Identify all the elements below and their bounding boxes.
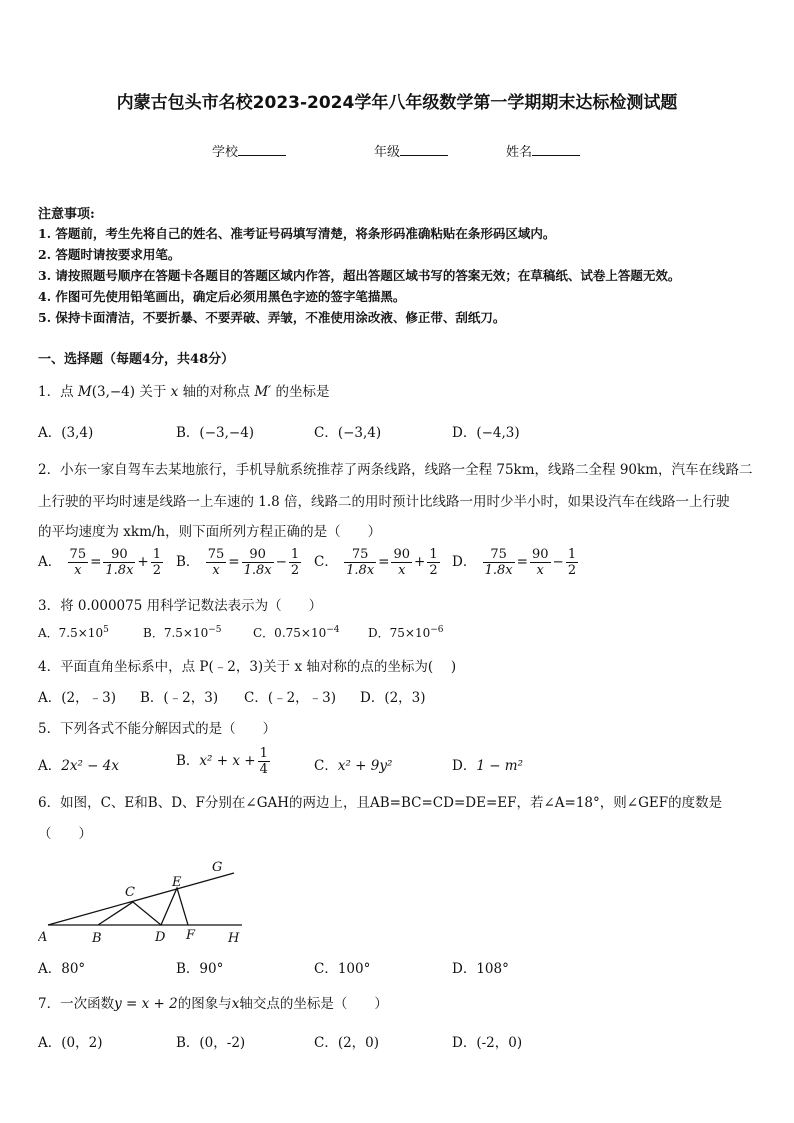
numerator: 1	[429, 547, 438, 562]
q1-option-d[interactable]	[452, 421, 520, 441]
q4-option-d[interactable]: D．(2，3)	[360, 690, 426, 706]
option-letter: C．	[314, 758, 338, 774]
q1-post: 的坐标是	[275, 384, 330, 400]
denominator: 1.8x	[105, 563, 134, 578]
school-label: 学校	[212, 145, 239, 160]
note-item: 4. 作图可先使用铅笔画出，确定后必须用黑色字迹的签字笔描黑。	[38, 289, 406, 304]
q6-option-a[interactable]: A．80°	[38, 961, 86, 977]
q3-option-a[interactable]	[38, 624, 109, 641]
q6-option-b[interactable]: B．90°	[176, 961, 224, 977]
fraction	[242, 547, 274, 578]
note-item: 5. 保持卡面清洁，不要折暴、不要弄破、弄皱，不准使用涂改液、修正带、刮纸刀。	[38, 310, 506, 325]
q1-x: x	[170, 384, 179, 400]
grade-field	[374, 141, 448, 160]
option-letter: D．	[452, 554, 477, 570]
numerator: 1	[567, 547, 577, 562]
fraction	[427, 547, 439, 578]
numerator: 1	[152, 547, 162, 562]
q7-x: x	[231, 996, 240, 1012]
q2-option-b[interactable]	[176, 547, 303, 578]
grade-blank	[400, 143, 448, 156]
segment-chain	[98, 888, 188, 925]
equals-sign: =	[228, 554, 240, 570]
question-7	[38, 992, 388, 1012]
q2-option-a[interactable]	[38, 547, 165, 578]
fraction	[258, 746, 270, 777]
fraction	[206, 547, 227, 578]
notes-heading: 注意事项:	[38, 207, 95, 222]
exponent: 5	[103, 625, 109, 635]
note-item: 2. 答题时请按要求用笔。	[38, 247, 181, 262]
q4-option-a[interactable]: A．(2，﹣3)	[38, 690, 116, 706]
q1-point-m: M	[77, 384, 92, 400]
denominator: 2	[567, 563, 577, 578]
question-2-line3: 的平均速度为 xkm/h，则下面所列方程正确的是（ ）	[38, 524, 382, 540]
denominator: 1.8x	[484, 563, 513, 578]
option-value: x² + 9y²	[337, 758, 393, 774]
option-letter: A．	[38, 425, 62, 441]
q7-post2: 轴交点的坐标是（ ）	[239, 996, 388, 1012]
q1-option-c[interactable]	[314, 421, 381, 441]
option-value: 1 − m²	[476, 758, 524, 774]
denominator: 4	[259, 762, 268, 777]
q7-equation: y = x + 2	[114, 996, 178, 1012]
option-letter: B．	[176, 425, 200, 441]
page-title: 内蒙古包头市名校2023-2024学年八年级数学第一学期期末达标检测试题	[116, 93, 678, 113]
equals-sign: =	[516, 554, 528, 570]
fraction	[483, 547, 515, 578]
fraction	[103, 547, 135, 578]
label-d: D	[155, 930, 166, 945]
option-value: (−3,−4)	[199, 425, 255, 441]
q7-option-b[interactable]: B．(0，-2)	[176, 1035, 246, 1051]
q7-post: 的图象与	[177, 996, 232, 1012]
plus-sign: +	[137, 554, 149, 570]
option-value: 2x² − 4x	[61, 758, 119, 774]
denominator: 1.8x	[346, 563, 375, 578]
fraction	[151, 547, 163, 578]
question-1	[38, 380, 330, 400]
option-letter: A．	[38, 758, 62, 774]
q6-option-d[interactable]: D．108°	[452, 961, 509, 977]
question-5: 5．下列各式不能分解因式的是（ ）	[38, 721, 277, 737]
exponent: −5	[208, 625, 222, 635]
equals-sign: =	[90, 554, 102, 570]
question-6-line2: （ ）	[38, 826, 92, 842]
numerator: 75	[344, 547, 376, 563]
label-g: G	[212, 860, 223, 875]
label-h: H	[228, 931, 240, 946]
option-letter: A．	[38, 554, 62, 570]
note-item: 3. 请按照题号顺序在答题卡各题目的答题区域内作答，超出答题区域书写的答案无效；在草稿纸、试卷上答题无效。	[38, 268, 681, 283]
option-value: (3,4)	[61, 425, 94, 441]
q1-mid2: 轴的对称点	[182, 384, 251, 400]
question-6-line1: 6．如图，C、E和B、D、F分别在∠GAH的两边上，且AB=BC=CD=DE=EF，若∠A=18°，则∠GEF的度数是	[38, 795, 723, 811]
minus-sign: −	[552, 554, 564, 570]
option-value: (−4,3)	[476, 425, 520, 441]
q7-option-c[interactable]: C．(2，0)	[314, 1035, 380, 1051]
angle-figure	[38, 855, 258, 947]
numerator: 1	[290, 547, 300, 562]
fraction	[566, 547, 578, 578]
fraction	[68, 547, 89, 578]
numerator: 75	[483, 547, 515, 563]
label-f: F	[186, 928, 196, 943]
numerator: 90	[103, 547, 135, 563]
q6-option-c[interactable]: C．100°	[314, 961, 371, 977]
fraction	[289, 547, 301, 578]
q7-pre: 7．一次函数	[38, 996, 115, 1012]
q5-option-d[interactable]	[452, 754, 523, 774]
option-letter: D．	[452, 425, 477, 441]
fraction	[530, 547, 551, 578]
q5-option-c[interactable]	[314, 754, 392, 774]
q3-option-b[interactable]	[143, 624, 222, 641]
section-heading: 一、选择题（每题4分，共48分）	[38, 352, 235, 367]
q5-option-b[interactable]	[176, 746, 272, 777]
option-letter: D．	[452, 758, 477, 774]
plus-sign: +	[414, 554, 426, 570]
option-letter: B．	[176, 554, 200, 570]
q5-option-a[interactable]	[38, 754, 119, 774]
option-letter: B．	[176, 753, 200, 769]
q3-option-c[interactable]	[253, 624, 340, 641]
q7-option-d[interactable]: D．(-2，0)	[452, 1035, 523, 1051]
q4-option-b[interactable]: B．(﹣2，3)	[140, 690, 219, 706]
school-field	[212, 141, 286, 160]
denominator: x	[398, 563, 406, 578]
option-value: C．0.75×10	[253, 626, 327, 640]
option-value: (−3,4)	[337, 425, 382, 441]
q4-option-c[interactable]: C．(﹣2，﹣3)	[244, 690, 337, 706]
denominator: 1.8x	[243, 563, 272, 578]
q2-option-d[interactable]	[452, 547, 580, 578]
option-value: x² + x +	[199, 753, 256, 769]
numerator: 75	[69, 547, 87, 562]
option-value: A．7.5×10	[38, 626, 104, 640]
option-letter: C．	[314, 554, 338, 570]
name-label: 姓名	[506, 145, 533, 160]
numerator: 90	[393, 547, 411, 562]
question-4: 4．平面直角坐标系中，点 P(﹣2，3)关于 x 轴对称的点的坐标为( )	[38, 659, 457, 675]
q2-option-c[interactable]	[314, 547, 442, 578]
question-3: 3．将 0.000075 用科学记数法表示为（ ）	[38, 598, 323, 614]
option-value: B．7.5×10	[143, 626, 209, 640]
numerator: 90	[531, 547, 549, 562]
q1-mid: 关于	[139, 384, 167, 400]
label-b: B	[92, 931, 102, 946]
denominator: x	[536, 563, 544, 578]
ray-ag	[48, 873, 234, 925]
name-blank	[532, 143, 580, 156]
school-blank	[238, 143, 286, 156]
label-c: C	[125, 885, 135, 900]
q1-option-a[interactable]	[38, 421, 93, 441]
note-item: 1. 答题前，考生先将自己的姓名、准考证号码填写清楚，将条形码准确粘贴在条形码区域内。	[38, 226, 556, 241]
name-field	[506, 141, 580, 160]
denominator: x	[212, 563, 220, 578]
fraction	[391, 547, 412, 578]
numerator: 75	[207, 547, 225, 562]
grade-label: 年级	[374, 145, 401, 160]
option-value: D．75×10	[368, 626, 431, 640]
q1-pre: 1．点	[38, 384, 74, 400]
option-letter: C．	[314, 425, 338, 441]
numerator: 90	[242, 547, 274, 563]
q1-option-b[interactable]	[176, 421, 254, 441]
denominator: 2	[152, 563, 162, 578]
fraction	[344, 547, 376, 578]
q1-point-mp: M′	[254, 384, 272, 400]
numerator: 1	[259, 746, 268, 761]
question-2-line2: 上行驶的平均时速是线路一上车速的 1.8 倍，线路二的用时预计比线路一用时少半小时，如果设汽车在线路一上行驶	[38, 494, 730, 510]
label-e: E	[172, 875, 182, 890]
q1-coord: (3,−4)	[91, 384, 136, 400]
minus-sign: −	[275, 554, 287, 570]
label-a: A	[38, 930, 48, 945]
exponent: −6	[430, 625, 444, 635]
denominator: 2	[290, 563, 300, 578]
denominator: 2	[429, 563, 438, 578]
q7-option-a[interactable]: A．(0，2)	[38, 1035, 103, 1051]
question-2-line1: 2．小东一家自驾车去某地旅行，手机导航系统推荐了两条线路，线路一全程 75km，线路二全程 90km，汽车在线路二	[38, 462, 753, 478]
q3-option-d[interactable]	[368, 624, 444, 641]
exponent: −4	[326, 625, 340, 635]
equals-sign: =	[378, 554, 390, 570]
denominator: x	[74, 563, 82, 578]
